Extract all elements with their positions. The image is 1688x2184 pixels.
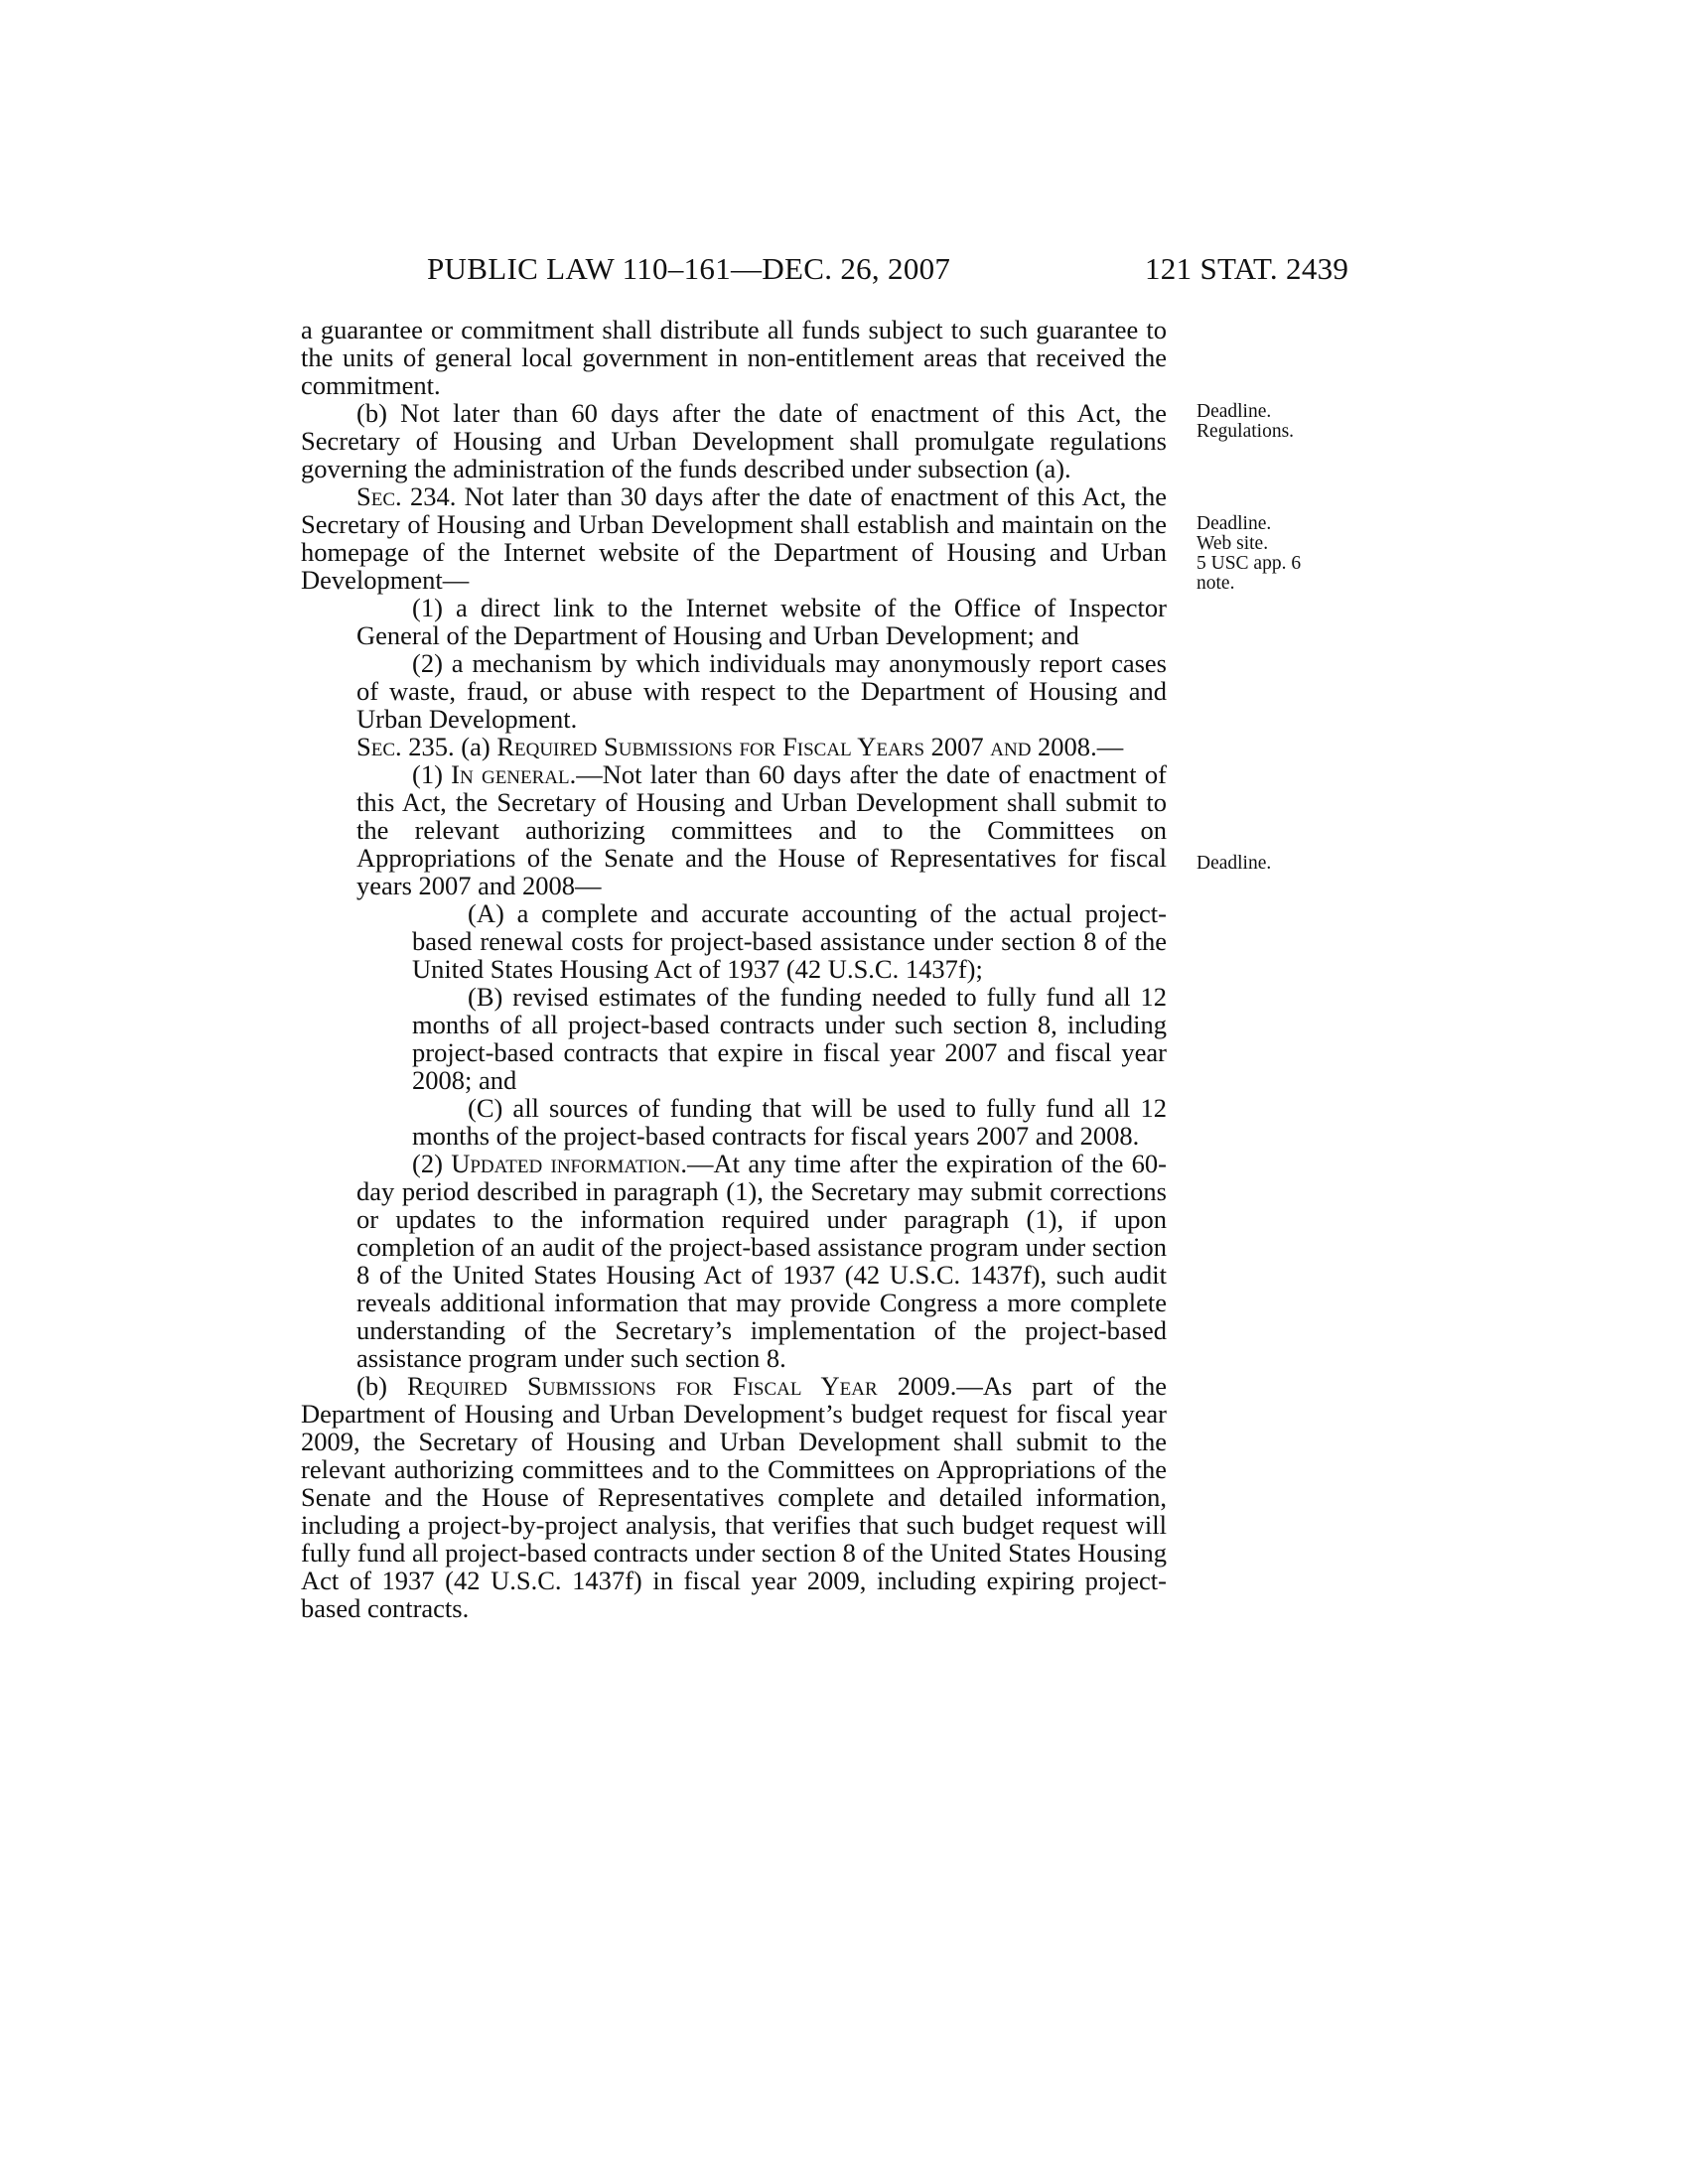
paragraph-number: (2) xyxy=(412,1149,452,1178)
margin-note-web-site xyxy=(1196,514,1301,594)
section-text: . 235. (a) xyxy=(395,732,497,761)
paragraph-text: .—As part of the Department of Housing and Urban Development’s budget request for fiscal year 2009, the Secretary of Housing and Urban Development shall submit to the relevant authorizing committees and to the Committees on Appropriations of the Senate and the House of Representatives complete and detailed information, including a project-by-project analysis, that verifies that such budget request will fully fund all project-based contracts under section 8 of the United States Housing Act of 1937 (42 U.S.C. 1437f) in fiscal year 2009, including expiring project-based contracts. xyxy=(301,1371,1168,1623)
paragraph-text: .—At any time after the expiration of the 60-day period described in paragraph (1), the Secretary may submit corrections or updates to the information required under paragraph (1), if upon completion of an audit of the project-based assistance program under section 8 of the United States Housing Act of 1937 (42 U.S.C. 1437f), such audit reveals additional information that may provide Congress a more complete understanding of the Secretary’s implementation of the project-based assistance program under such section 8. xyxy=(356,1149,1168,1373)
margin-note-line: Deadline. xyxy=(1196,401,1272,422)
running-header-title: PUBLIC LAW 110–161—DEC. 26, 2007 xyxy=(427,251,951,286)
paragraph-updated-information xyxy=(301,1150,1167,1372)
paragraph-text: .—Not later than 60 days after the date of enactment of this Act, the Secretary of Housing and Urban Development shall submit to the relevant authorizing committees and to the Committees on Appropriations of the Senate and the House of Representatives for fiscal years 2007 and 2008— xyxy=(356,759,1168,900)
paragraph-heading: Required Submissions for Fiscal Year 2009 xyxy=(406,1371,950,1401)
paragraph-sec-234 xyxy=(301,482,1167,594)
margin-note-line: Deadline. xyxy=(1196,513,1272,534)
paragraph-item-a: (A) a complete and accurate accounting of the actual project-based renewal costs for project-based assistance under section 8 of the United States Housing Act of 1937 (42 U.S.C. 1437f); xyxy=(412,898,1167,984)
paragraph-item-2: (2) a mechanism by which individuals may anonymously report cases of waste, fraud, or abuse with respect to the Department of Housing and Urban Development. xyxy=(356,648,1167,734)
paragraph-item-b: (B) revised estimates of the funding needed to fully fund all 12 months of all project-based contracts under such section 8, including project-based contracts that expire in fiscal year 2007 and fiscal year 2008; and xyxy=(412,982,1167,1095)
paragraph-heading: Updated information xyxy=(451,1149,681,1178)
margin-note-line: note. xyxy=(1196,573,1235,594)
section-text: .— xyxy=(1090,732,1124,761)
section-text: . 234. Not later than 30 days after the date of enactment of this Act, the Secretary of Housing and Urban Development shall establish and maintain on the homepage of the Internet website of the Department of Housing and Urban Development— xyxy=(301,481,1167,595)
paragraph-subsection-b: (b) Not later than 60 days after the date of enactment of this Act, the Secretary of Housing and Urban Development shall promulgate regulations governing the administration of the funds described under subsection (a). xyxy=(301,398,1167,483)
paragraph-continuation: a guarantee or commitment shall distribute all funds subject to such guarantee to the units of general local government in non-entitlement areas that received the commitment. xyxy=(301,315,1167,400)
section-label: Sec xyxy=(356,732,396,761)
paragraph-fiscal-year-2009 xyxy=(301,1372,1167,1622)
section-label: Sec xyxy=(356,481,396,511)
paragraph-number: (1) xyxy=(412,759,452,789)
paragraph-number: (b) xyxy=(356,1371,407,1401)
margin-note-line: 5 USC app. 6 xyxy=(1196,553,1302,574)
paragraph-in-general xyxy=(301,760,1167,899)
margin-note-deadline xyxy=(1196,854,1271,874)
margin-note-line: Web site. xyxy=(1196,533,1269,554)
section-heading: Required Submissions for Fiscal Years 2007 and 2008 xyxy=(496,732,1091,761)
margin-note-regulations xyxy=(1196,402,1294,442)
paragraph-sec-235 xyxy=(301,733,1167,760)
running-header-page-number: 121 STAT. 2439 xyxy=(1145,251,1349,286)
body-text xyxy=(301,316,1167,1622)
margin-note-line: Deadline. xyxy=(1196,853,1272,874)
margin-note-line: Regulations. xyxy=(1196,421,1295,442)
paragraph-item-c: (C) all sources of funding that will be used to fully fund all 12 months of the project-based contracts for fiscal years 2007 and 2008. xyxy=(412,1093,1167,1151)
paragraph-heading: In general xyxy=(451,759,570,789)
paragraph-item-1: (1) a direct link to the Internet website of the Office of Inspector General of the Department of Housing and Urban Development; and xyxy=(356,593,1167,650)
